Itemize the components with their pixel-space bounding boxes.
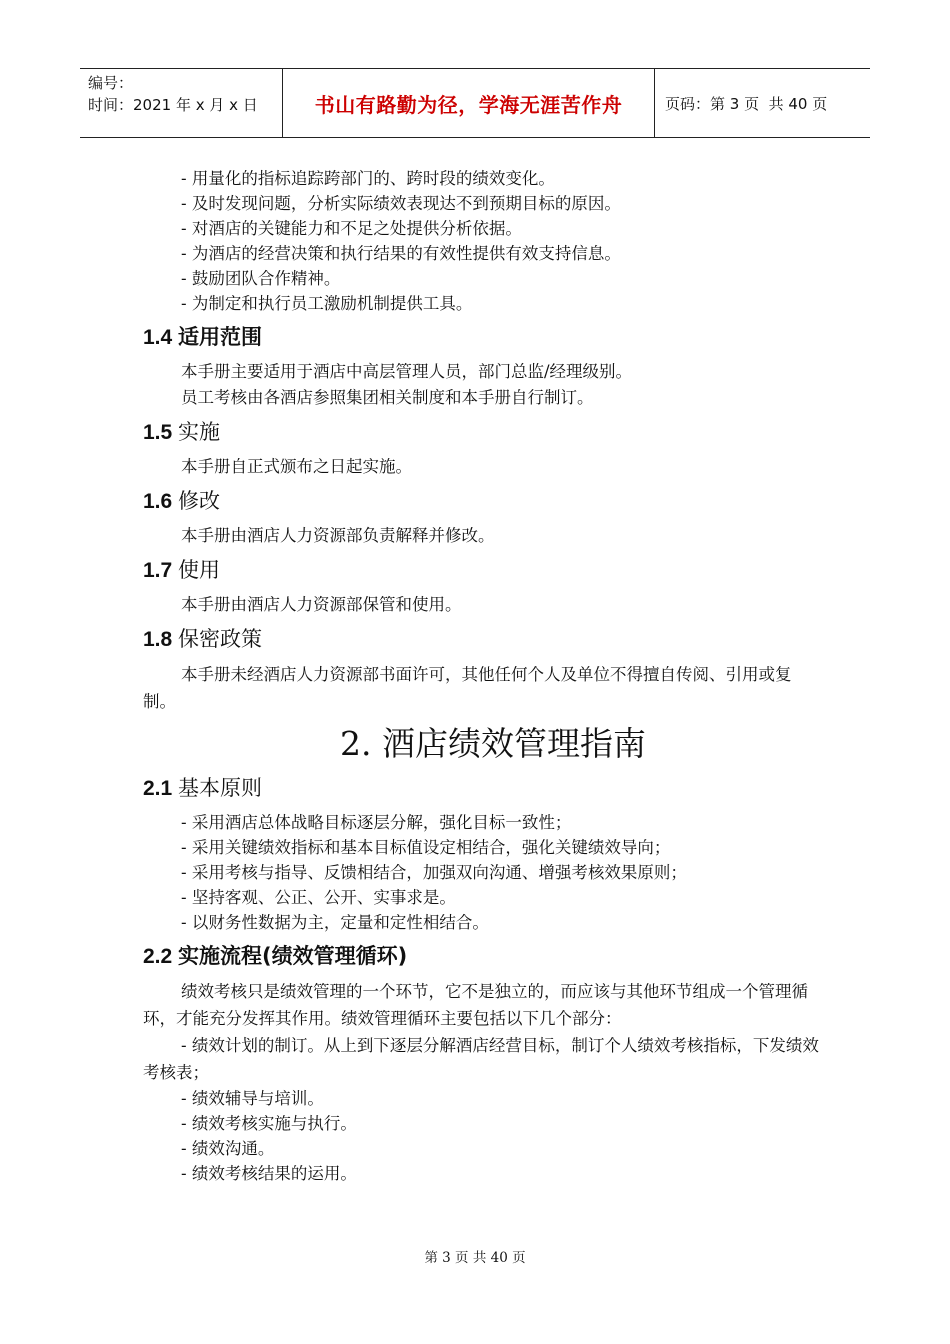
list-item: - 以财务性数据为主，定量和定性相结合。	[181, 913, 489, 932]
heading-2-2	[143, 941, 823, 972]
chapter-title: 2. 酒店绩效管理指南	[340, 724, 646, 763]
list-item: - 用量化的指标追踪跨部门的、跨时段的绩效变化。	[181, 169, 555, 188]
paragraph: 本手册自正式颁布之日起实施。	[181, 457, 412, 476]
list-item: - 采用考核与指导、反馈相结合，加强双向沟通、增强考核效果原则；	[181, 863, 687, 882]
section-2-1-bullets	[143, 810, 823, 935]
page-footer: 第 3 页 共 40 页	[424, 1250, 526, 1266]
heading-title: 实施	[178, 420, 221, 444]
heading-1-8	[143, 624, 823, 655]
section-1-3-bullets	[143, 166, 823, 316]
header-page-cell	[655, 69, 870, 137]
list-item: - 及时发现问题，分析实际绩效表现达不到预期目标的原因。	[181, 194, 621, 213]
heading-number: 1.4	[143, 326, 173, 349]
heading-number: 2.1	[143, 777, 173, 800]
heading-number: 1.6	[143, 490, 173, 513]
document-body	[143, 166, 823, 1186]
heading-1-6	[143, 486, 823, 517]
heading-number: 1.5	[143, 421, 173, 444]
date-label: 时间：2021 年 x 月 x 日	[88, 96, 258, 114]
heading-1-5	[143, 417, 823, 448]
list-item: - 采用关键绩效指标和基本目标值设定相结合，强化关键绩效导向；	[181, 838, 671, 857]
paragraph: - 绩效计划的制订。从上到下逐层分解酒店经营目标，制订个人绩效考核指标，下发绩效考核表；	[143, 1036, 819, 1082]
page-header	[80, 68, 870, 138]
list-item: - 绩效考核实施与执行。	[181, 1114, 357, 1133]
paragraph: 本手册由酒店人力资源部保管和使用。	[181, 595, 462, 614]
list-item: - 绩效沟通。	[181, 1139, 275, 1158]
heading-title: 使用	[178, 558, 221, 582]
heading-2-1	[143, 773, 823, 804]
list-item: - 绩效辅导与培训。	[181, 1089, 324, 1108]
serial-label: 编号：	[88, 74, 134, 92]
header-meta	[80, 69, 283, 137]
heading-title: 实施流程(绩效管理循环)	[178, 944, 408, 968]
heading-1-7	[143, 555, 823, 586]
heading-number: 1.7	[143, 559, 173, 582]
heading-1-4	[143, 322, 823, 353]
motto: 书山有路勤为径，学海无涯苦作舟	[314, 92, 623, 117]
heading-title: 修改	[178, 489, 221, 513]
header-motto-cell	[283, 69, 655, 137]
list-item: - 鼓励团队合作精神。	[181, 269, 341, 288]
heading-title: 保密政策	[178, 627, 263, 651]
heading-title: 基本原则	[178, 776, 263, 800]
section-2-2-bullets	[143, 1086, 823, 1186]
paragraph: 员工考核由各酒店参照集团相关制度和本手册自行制订。	[181, 388, 594, 407]
heading-title: 适用范围	[178, 325, 263, 349]
paragraph: 本手册由酒店人力资源部负责解释并修改。	[181, 526, 495, 545]
list-item: - 为酒店的经营决策和执行结果的有效性提供有效支持信息。	[181, 244, 621, 263]
list-item: - 坚持客观、公正、公开、实事求是。	[181, 888, 456, 907]
list-item: - 为制定和执行员工激励机制提供工具。	[181, 294, 473, 313]
list-item: - 采用酒店总体战略目标逐层分解，强化目标一致性；	[181, 813, 572, 832]
page-label: 页码：第 3 页 共 40 页	[665, 94, 828, 113]
heading-number: 2.2	[143, 945, 173, 968]
paragraph: 本手册主要适用于酒店中高层管理人员，部门总监/经理级别。	[181, 362, 633, 381]
paragraph: 本手册未经酒店人力资源部书面许可，其他任何个人及单位不得擅自传阅、引用或复制。	[143, 665, 792, 711]
list-item: - 绩效考核结果的运用。	[181, 1164, 357, 1183]
list-item: - 对酒店的关键能力和不足之处提供分析依据。	[181, 219, 522, 238]
paragraph: 绩效考核只是绩效管理的一个环节，它不是独立的，而应该与其他环节组成一个管理循环，才能充分发挥其作用。绩效管理循环主要包括以下几个部分：	[143, 982, 808, 1028]
heading-number: 1.8	[143, 628, 173, 651]
